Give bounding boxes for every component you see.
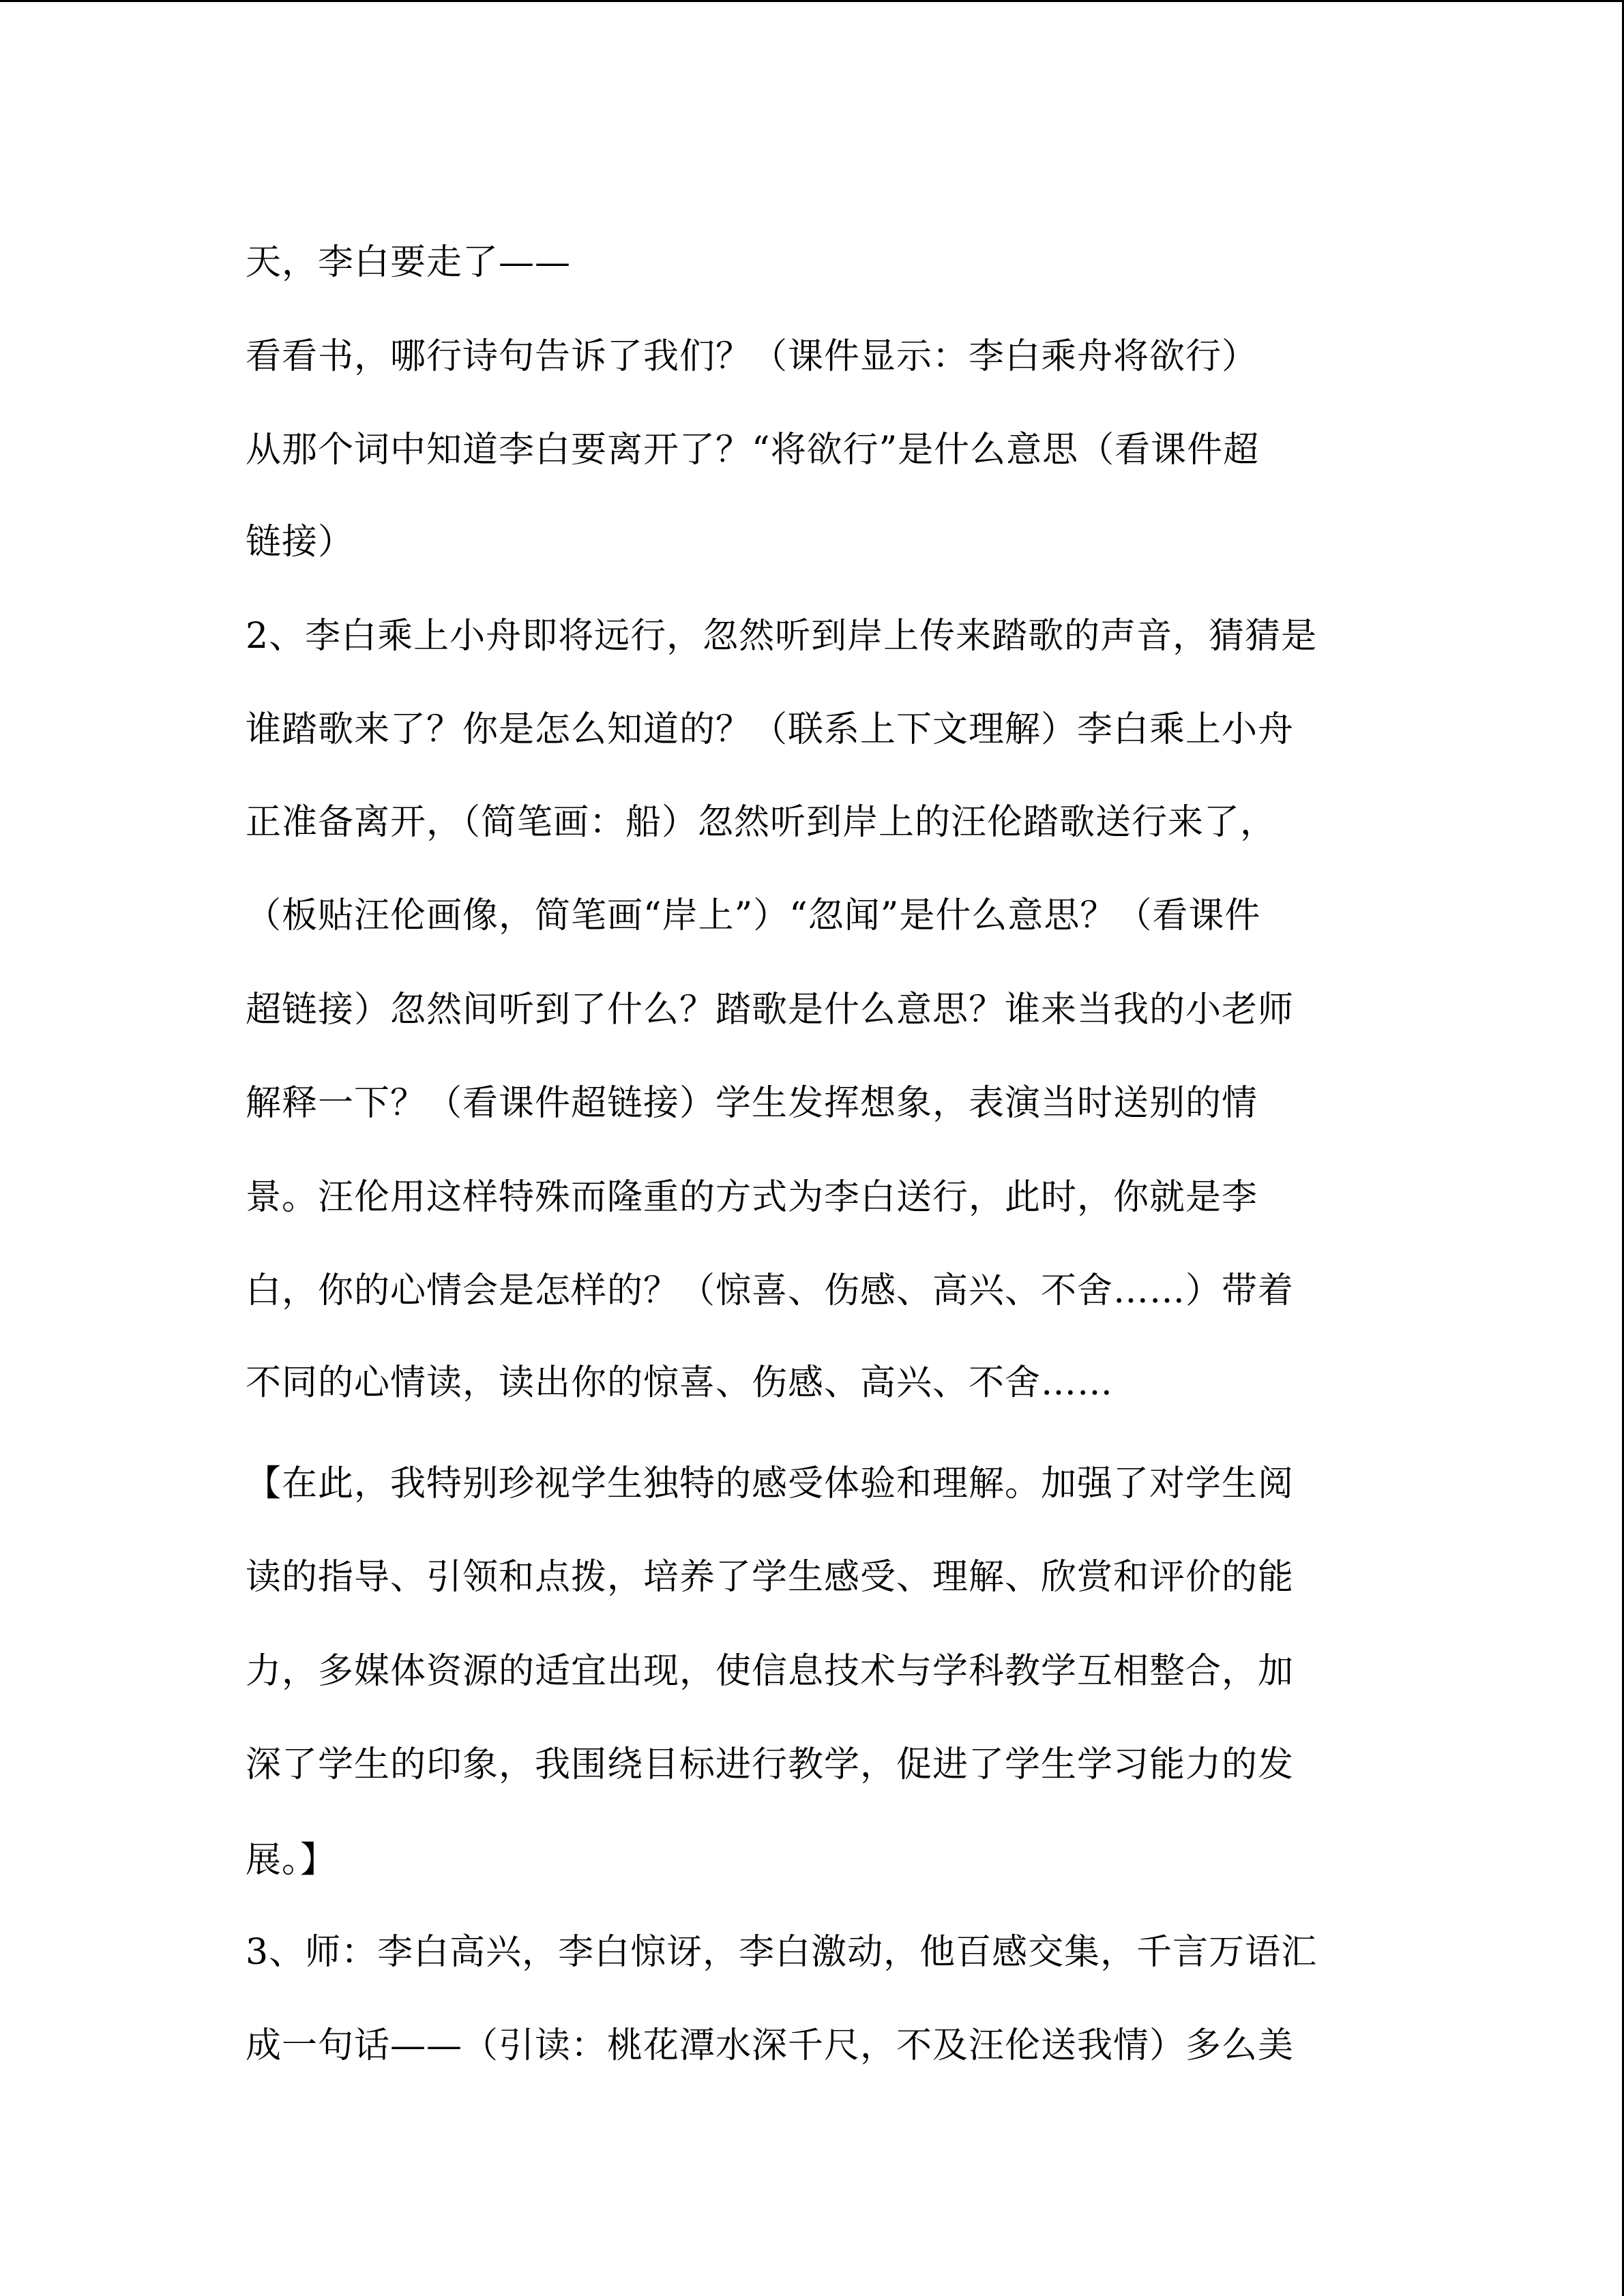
text-line: 不同的心情读，读出你的惊喜、伤感、高兴、不舍…… (246, 1362, 1114, 1403)
text-line: 读的指导、引领和点拨，培养了学生感受、理解、欣赏和评价的能 (246, 1557, 1295, 1598)
text-line: （板贴汪伦画像，简笔画“岸上”）“忽闻”是什么意思？（看课件 (246, 895, 1261, 936)
text-line: 成一句话——（引读：桃花潭水深千尺，不及汪伦送我情）多么美 (246, 2025, 1295, 2066)
text-line: 正准备离开，（简笔画：船）忽然听到岸上的汪伦踏歌送行来了， (246, 802, 1277, 843)
text-line: 白，你的心情会是怎样的？（惊喜、伤感、高兴、不舍……）带着 (246, 1270, 1295, 1311)
text-line: 3、师：李白高兴，李白惊讶，李白激动，他百感交集，千言万语汇 (246, 1932, 1318, 1973)
text-line: 展。】 (246, 1840, 337, 1881)
text-line: 景。汪伦用这样特殊而隆重的方式为李白送行，此时，你就是李 (246, 1177, 1258, 1218)
text-line: 力，多媒体资源的适宜出现，使信息技术与学科教学互相整合，加 (246, 1651, 1295, 1692)
text-line: 从那个词中知道李白要离开了？“将欲行”是什么意思（看课件超 (246, 430, 1260, 471)
text-line: 超链接）忽然间听到了什么？踏歌是什么意思？谁来当我的小老师 (246, 989, 1295, 1030)
text-line: 谁踏歌来了？你是怎么知道的？（联系上下文理解）李白乘上小舟 (246, 709, 1295, 750)
text-line: 深了学生的印象，我围绕目标进行教学，促进了学生学习能力的发 (246, 1744, 1295, 1785)
text-line: 链接） (246, 522, 355, 563)
text-line: 天，李白要走了—— (246, 242, 572, 283)
text-line: 【在此，我特别珍视学生独特的感受体验和理解。加强了对学生阅 (246, 1463, 1295, 1504)
text-line: 看看书，哪行诗句告诉了我们？（课件显示：李白乘舟将欲行） (246, 336, 1258, 377)
text-line: 解释一下？（看课件超链接）学生发挥想象，表演当时送别的情 (246, 1083, 1258, 1124)
text-line: 2、李白乘上小舟即将远行，忽然听到岸上传来踏歌的声音，猜猜是 (246, 616, 1318, 657)
